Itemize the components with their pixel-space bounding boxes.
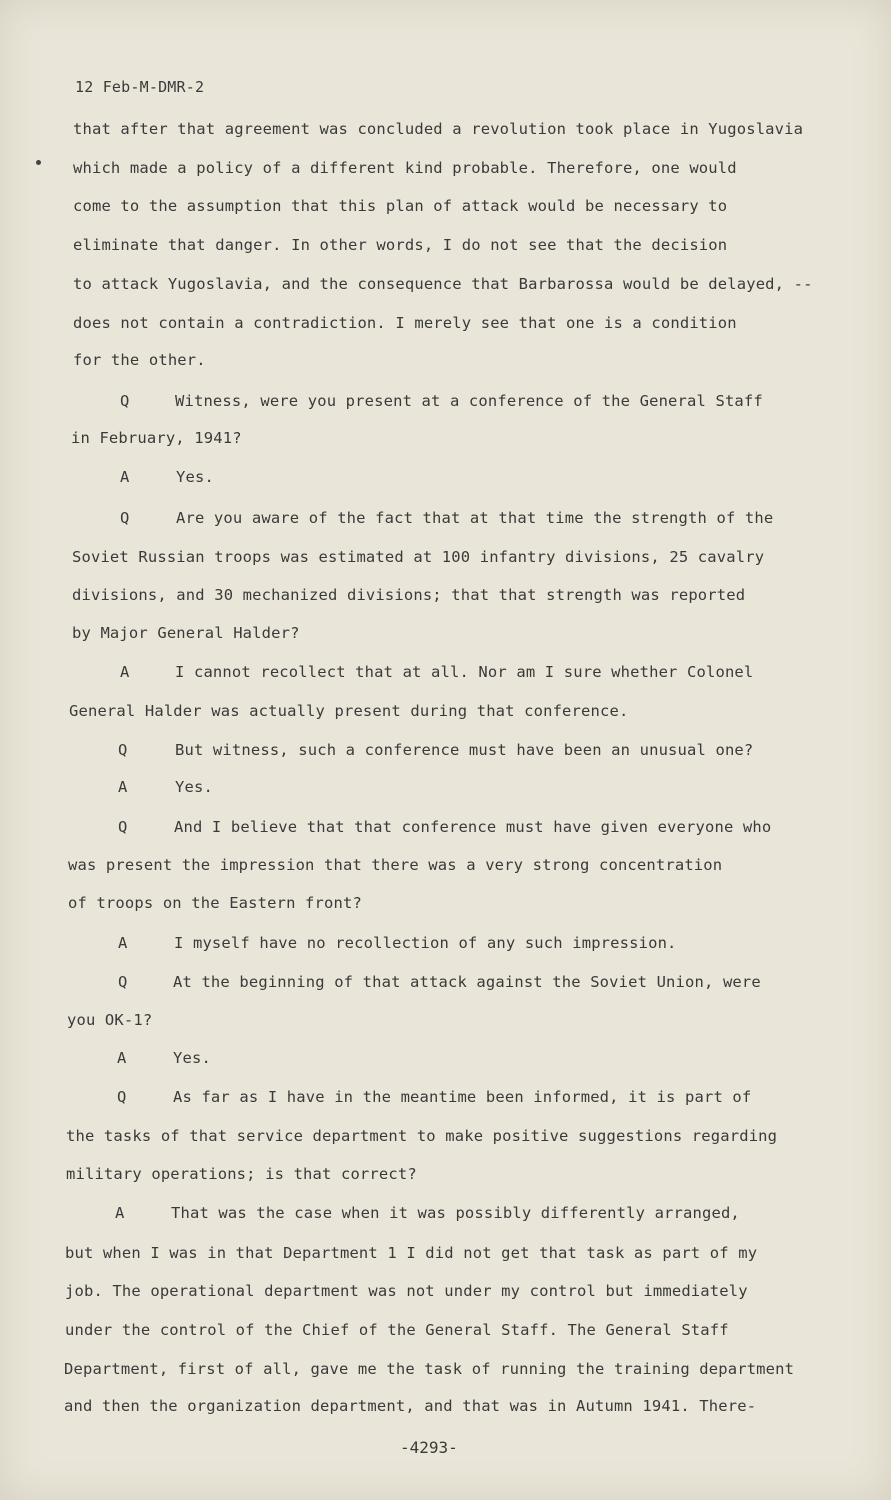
page-header: 12 Feb-M-DMR-2 <box>75 78 205 96</box>
text-line: Yes. <box>175 778 213 796</box>
answer-marker: A <box>120 663 130 681</box>
text-line: That was the case when it was possibly differently arranged, <box>171 1204 740 1222</box>
text-line: I myself have no recollection of any such impression. <box>174 934 677 952</box>
text-line: And I believe that that conference must have given everyone who <box>174 818 772 836</box>
text-line: to attack Yugoslavia, and the consequence that Barbarossa would be delayed, -- <box>73 275 813 293</box>
question-marker: Q <box>118 741 128 759</box>
text-line: does not contain a contradiction. I merely see that one is a condition <box>73 314 737 332</box>
question-marker: Q <box>120 392 130 410</box>
question-marker: Q <box>117 1088 127 1106</box>
text-line: of troops on the Eastern front? <box>68 894 362 912</box>
question-marker: Q <box>120 509 130 527</box>
question-marker: Q <box>118 973 128 991</box>
text-line: As far as I have in the meantime been informed, it is part of <box>173 1088 752 1106</box>
text-line: in February, 1941? <box>71 429 242 447</box>
answer-marker: A <box>115 1204 125 1222</box>
text-line: Department, first of all, gave me the task of running the training department <box>64 1360 795 1378</box>
answer-marker: A <box>120 468 130 486</box>
question-marker: Q <box>118 818 128 836</box>
text-line: Are you aware of the fact that at that time the strength of the <box>176 509 774 527</box>
margin-bullet <box>36 160 41 165</box>
text-line: divisions, and 30 mechanized divisions; that that strength was reported <box>72 586 746 604</box>
text-line: job. The operational department was not under my control but immediately <box>65 1282 748 1300</box>
text-line: eliminate that danger. In other words, I do not see that the decision <box>73 236 728 254</box>
text-line: by Major General Halder? <box>72 624 300 642</box>
text-line: Witness, were you present at a conference of the General Staff <box>175 392 763 410</box>
text-line: for the other. <box>73 351 206 369</box>
answer-marker: A <box>118 934 128 952</box>
text-line: the tasks of that service department to make positive suggestions regarding <box>66 1127 778 1145</box>
text-line: and then the organization department, and that was in Autumn 1941. There- <box>64 1397 757 1415</box>
answer-marker: A <box>117 1049 127 1067</box>
text-line: military operations; is that correct? <box>66 1165 417 1183</box>
text-line: Yes. <box>176 468 214 486</box>
text-line: Soviet Russian troops was estimated at 100 infantry divisions, 25 cavalry <box>72 548 765 566</box>
text-line: General Halder was actually present during that conference. <box>69 702 629 720</box>
text-line: that after that agreement was concluded a revolution took place in Yugoslavia <box>73 120 804 138</box>
text-line: which made a policy of a different kind probable. Therefore, one would <box>73 159 737 177</box>
text-line: was present the impression that there was a very strong concentration <box>68 856 723 874</box>
text-line: but when I was in that Department 1 I did not get that task as part of my <box>65 1244 758 1262</box>
text-line: you OK-1? <box>67 1011 153 1029</box>
answer-marker: A <box>118 778 128 796</box>
text-line: But witness, such a conference must have been an unusual one? <box>175 741 754 759</box>
page-number: -4293- <box>400 1438 458 1457</box>
text-line: under the control of the Chief of the General Staff. The General Staff <box>65 1321 729 1339</box>
text-line: At the beginning of that attack against the Soviet Union, were <box>173 973 761 991</box>
text-line: come to the assumption that this plan of attack would be necessary to <box>73 197 728 215</box>
text-line: Yes. <box>173 1049 211 1067</box>
text-line: I cannot recollect that at all. Nor am I sure whether Colonel <box>175 663 754 681</box>
